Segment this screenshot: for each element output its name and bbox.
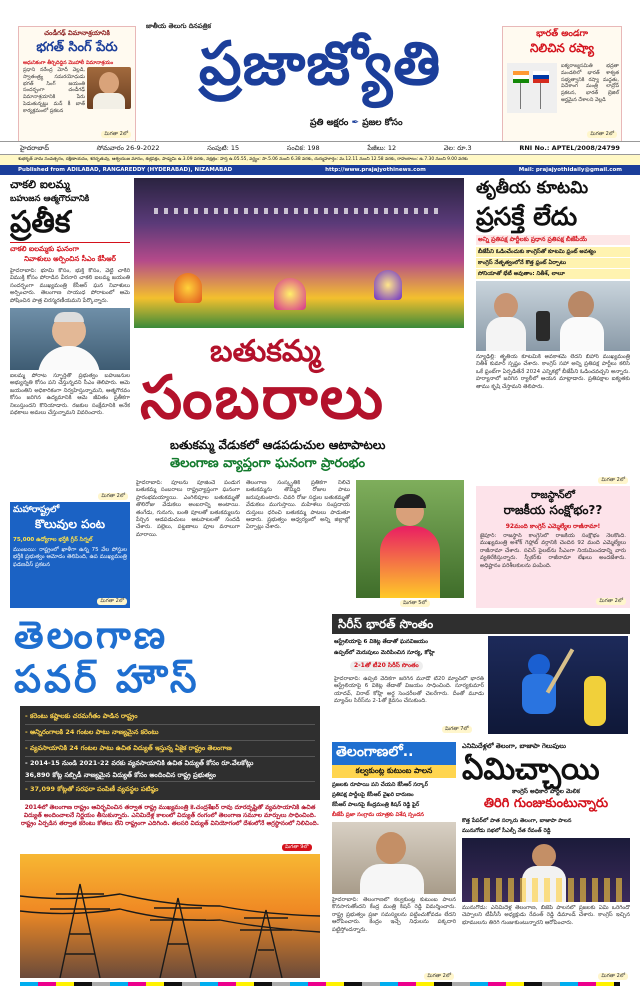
- india-flag-icon: [513, 71, 529, 83]
- motto-right: ప్రజల కోసం: [362, 118, 403, 128]
- center-col-2: తెలంగాణ సంస్కృతికి ప్రతీకగా నిలిచే బతుకమ్మను తొమ్మిది రోజుల పాటు జరుపుకుంటారు. చివరి రోజు సద్దుల బతుకమ్మతో వేడుకలు ముగుస్తాయి. మహిళలు సంప్రదాయ దుస్తులు ధరించి బతుకమ్మ పాటలు పాడుతూ ఆడారు. ప్రభుత్వం ఆధ్వర్యంలో అన్ని జిల్లాల్లో ఏర్పాట్లు చేశారు.: [246, 480, 350, 531]
- ilamma-kicker1: చాకలి ఐలమ్మ: [10, 178, 70, 191]
- cricket-body: హైదరాబాద్: ఉప్పల్ వేదికగా జరిగిన మూడో టీ20 మ్యాచ్‌లో భారత్ ఆస్ట్రేలియాపై 6 వికెట్ల తేడాతో విజయం సాధించింది. సూర్యకుమార్ యాదవ్, విరాట్ కోహ్లి అర్ధ సెంచరీలతో చెలరేగారు. దీంతో మూడు మ్యాచ్‌ల సిరీస్‌ను 2-1తో కైవసం చేసుకుంది.: [334, 676, 484, 705]
- kcr-rule-sub: కల్వకుంట్ల కుటుంబ పాలన: [332, 765, 456, 778]
- ilamma-body1: హైదరాబాద్: భూమి కోసం, భుక్తి కోసం, వెట్టి చాకిరి విముక్తి కోసం పోరాడిన వీరనారి చాకలి ఐలమ్మ జయంతి సందర్భంగా ముఖ్యమంత్రి కేసీఆర్ ఘన నివాళులు అర్పించారు. తెలంగాణ సాయుధ పోరాటంలో ఆమె పోషించిన పాత్ర చిరస్మరణీయమని పేర్కొన్నారు.: [10, 268, 130, 304]
- jobs-body: ముంబయి: రాష్ట్రంలో ఖాళీగా ఉన్న 75 వేల పోస్టుల భర్తీకి ప్రభుత్వం ఆమోదం తెలిపింది, ఉప ముఖ్యమంత్రి ఫడణవీస్ ప్రకటన: [13, 547, 127, 568]
- cricket-photo: [488, 636, 628, 734]
- ear-left-sub: ఆధునికంగా తీర్చిదిద్దిన మొహాలీ విమానాశ్రయం: [23, 60, 114, 66]
- story-cricket[interactable]: [332, 614, 630, 738]
- kcr-rule-headline: తెలంగాణలో..: [332, 742, 456, 765]
- dateline-volume: సంపుటి: 15: [207, 144, 240, 152]
- ilamma-body2: ఐలమ్మ పోరాట స్ఫూర్తితో ప్రభుత్వం బహుజనుల అభ్యున్నతి కోసం పని చేస్తున్నదని సీఎం తెలిపారు. ఆమె జయంతిని అధికారికంగా నిర్వహిస్తున్నామని, ఆత్మగౌరవం కోసం జరిగిన ఉద్యమానికి ఆమె జీవితం ప్రతీకగా నిలుస్తుందని కొనియాడారు. రజకుల సంక్షేమానికి అనేక పథకాలు అమలు చేస్తున్నామని వివరించారు.: [10, 373, 130, 417]
- nitish-lalu-photo: [476, 281, 630, 351]
- power-facts: [20, 706, 320, 800]
- rajasthan-credit[interactable]: మిగతా 2లో: [596, 598, 626, 605]
- third-front-bullets: [476, 247, 630, 279]
- story-jobs[interactable]: [10, 502, 130, 608]
- story-ilamma[interactable]: [10, 178, 130, 500]
- kcr-rule-bullet: ప్రతిపక్ష పార్టీలపై కేసీఆర్ వైఖరి దారుణం: [332, 792, 414, 798]
- kcr-rule-bullet: కేసీఆర్ పాలనపై కేంద్రమంత్రి కిషన్ రెడ్డి ఫైర్: [332, 802, 420, 808]
- third-front-bullet: కాంగ్రెస్ నేతృత్వంలోనే కొత్త ఫ్రంట్ ఏర్పాటు: [476, 258, 630, 268]
- rajasthan-headline: రాజకీయ సంక్షోభం??: [503, 503, 603, 517]
- dateline-city: హైదరాబాద్: [20, 144, 49, 152]
- kcr-rule-credit[interactable]: మిగతా 2లో: [424, 973, 454, 980]
- ear-left-body: ప్రధాని నరేంద్ర మోదీ వెల్లడి, స్వాతంత్ర్య సమరయోధుడు భగత్ సింగ్ జయంతి సందర్భంగా చండీగఢ్ విమానాశ్రయానికి పేరు పెడుతున్నట్టు మన్ కీ బాత్ కార్యక్రమంలో ప్రకటన: [23, 67, 85, 114]
- motto-left: ప్రతి అక్షరం: [310, 118, 349, 128]
- transmission-tower-icon: [20, 854, 320, 978]
- ear-left[interactable]: [18, 26, 136, 142]
- third-front-credit[interactable]: మిగతా 2లో: [598, 477, 628, 484]
- kcr-rule-bullet: బీజేపీ ప్రజా సంగ్రామ యాత్రకు విశేష స్పందన: [332, 812, 424, 818]
- ear-left-credit[interactable]: మిగతా 2లో: [101, 131, 131, 138]
- power-fact: 36,890 కోట్ల సబ్సిడీ నాణ్యమైన విద్యుత్ కోసం అందించిన రాష్ట్ర ప్రభుత్వం: [25, 769, 315, 782]
- power-fact: - 37,099 కోట్లతో సరఫరా పంపిణీ వ్యవస్థల పటిష్ఠం: [25, 785, 159, 793]
- russia-flag-icon: [533, 71, 549, 83]
- third-front-headline-2: ప్రసక్తే లేదు: [476, 202, 578, 231]
- center-headline-2: సంబరాలు: [140, 363, 386, 433]
- center-col-1: హైదరాబాద్: పూలను పూజించే పండుగ బతుకమ్మ సంబరాలు రాష్ట్రవ్యాప్తంగా ఘనంగా ప్రారంభమయ్యాయి. ఎంగిలిపూల బతుకమ్మతో తొలిరోజు వేడుకలు అంబరాన్ని అంటాయి. తంగేడు, గునుగు, బంతి పూలతో బతుకమ్మలను పేర్చిన ఆడపడుచులు ఆటపాటలతో సందడి చేశారు. పల్లెలు, పట్టణాలు పూల వనాలుగా మారాయి.: [136, 480, 240, 538]
- third-front-headline-1: తృతీయ కూటమి: [476, 178, 589, 198]
- ilamma-kicker2: బహుజన ఆత్మగౌరవానికి: [10, 194, 90, 204]
- story-third-front[interactable]: [476, 178, 630, 484]
- kishan-reddy-photo: [332, 822, 456, 894]
- ear-right-body: ఐక్యరాజ్యసమితి భద్రతా మండలిలో భారత్ శాశ్వత సభ్యత్వానికి రష్యా మద్దతు, విదేశాంగ మంత్రి లావ్రోవ్ ప్రకటన, భారత్ బ్రెజిల్ అర్హమైన దేశాలని వెల్లడి: [561, 63, 619, 103]
- power-fact: - వ్యవసాయానికి 24 గంటల పాటు ఉచిత విద్యుత్ ఇస్తున్న ఏకైక రాష్ట్రం తెలంగాణ: [25, 741, 315, 757]
- what-headline: ఏమిచ్చాయి: [462, 752, 600, 787]
- story-kcr-rule[interactable]: [332, 742, 456, 980]
- story-what-happened[interactable]: [462, 742, 630, 980]
- third-front-banner: అన్ని ప్రతిపక్ష పార్టీలకు ప్రధాన ప్రతిపక్ష బీజేపీయే: [476, 235, 630, 245]
- jobs-sub: 75,000 ఉద్యోగాల భర్తీకి గ్రీన్ సిగ్నల్: [13, 537, 93, 543]
- kavitha-photo: [356, 480, 464, 598]
- power-line-2: పవర్ హౌస్: [14, 657, 200, 701]
- what-body: మునుగోడు: ఎనిమిదేళ్ల తెలంగాణ, బీజేపీ పాలనలో ప్రజలకు ఏమి ఒరిగిందో చెప్పాలని టీపీసీసీ అధ్యక్షుడు రేవంత్ రెడ్డి డిమాండ్ చేశారు. కాంగ్రెస్ ఇచ్చిన భూములను తిరిగి గుంజుకుంటున్నారని ఆరోపించారు.: [462, 905, 630, 926]
- center-sub-2: తెలంగాణ వ్యాప్తంగా ఘనంగా ప్రారంభం: [170, 456, 366, 471]
- rajasthan-body: జైపూర్: రాజస్థాన్ కాంగ్రెస్‌లో రాజకీయ సంక్షోభం నెలకొంది. ముఖ్యమంత్రి అశోక్ గెహ్లాట్ వర్గానికి చెందిన 92 మంది ఎమ్మెల్యేలు రాజీనామా చేశారు. సచిన్ పైలట్‌ను సీఎంగా నియమించడాన్ని వారు వ్యతిరేకిస్తున్నారు. స్పీకర్‌కు రాజీనామా లేఖలు అందజేశారు. అధిష్టానం పరిశీలకులను పంపింది.: [480, 533, 626, 569]
- kcr-photo: [10, 308, 130, 370]
- center-credit[interactable]: మిగతా 5లో: [400, 600, 430, 607]
- masthead-title: ప్రజాజ్యోతి: [198, 29, 442, 99]
- what-bullet: కొత్త పేపర్‌లో పాత సర్కారు తెలంగా, బాజాపా పాలన: [462, 818, 572, 824]
- cricket-badge: 2-1తో టీ20 సిరీస్ సొంతం: [350, 661, 423, 671]
- dateline-issue: సంచిక: 198: [286, 144, 320, 152]
- flags-photo: [507, 63, 557, 113]
- power-line-1: తెలంగాణ: [14, 613, 169, 657]
- cricket-bullet: ఆస్ట్రేలియాపై 6 వికెట్ల తేడాతో ఘనవిజయం: [334, 639, 428, 645]
- what-bullet: మునుగోడు సభలో సీఎల్పీ నేత రేవంత్ రెడ్డి: [462, 828, 551, 834]
- story-rajasthan[interactable]: [476, 486, 630, 608]
- ear-right[interactable]: [502, 26, 622, 142]
- dateline-price: వెల: రూ.3: [443, 144, 472, 152]
- dateline-rni: RNI No.: APTEL/2008/24799: [519, 144, 620, 152]
- dateline-pages: పేజీలు: 12: [367, 144, 397, 152]
- third-front-body: న్యూఢిల్లీ: తృతీయ కూటమికి అవకాశమే లేదని బీహార్ ముఖ్యమంత్రి నితీశ్ కుమార్ స్పష్టం చేశారు. కాంగ్రెస్ సహా అన్ని ప్రతిపక్ష పార్టీలు కలిసి ఒకే ఫ్రంట్‌గా ఏర్పడితేనే 2024 ఎన్నికల్లో బీజేపీని ఓడించవచ్చని అన్నారు. హర్యానాలో జరిగిన ర్యాలీలో ఆయన మాట్లాడారు. ప్రతిపక్షాల ఐక్యతకు తాము కృషి చేస్తామని తెలిపారు.: [476, 354, 630, 390]
- power-panel[interactable]: [10, 612, 328, 980]
- cricket-credit[interactable]: మిగతా 7లో: [442, 726, 472, 733]
- masthead-tagline: జాతీయ తెలుగు దినపత్రిక: [146, 22, 211, 30]
- what-sub2: తిరిగి గుంజుకుంటున్నారు: [483, 796, 609, 811]
- ear-right-title: భారత్ అండగా: [536, 29, 588, 39]
- mail-contact[interactable]: Mail: prajajyothidaily@gmail.com: [518, 167, 622, 173]
- ear-right-headline: నిలిచిన రష్యా: [530, 41, 594, 55]
- ilamma-headline: ప్రతీక: [10, 205, 71, 240]
- dateline-date: సోమవారం 26-9-2022: [96, 144, 160, 152]
- almanac-bar: శుభకృత్ నామ సంవత్సరం, దక్షిణాయనం, శరదృతువు, ఆశ్వయుజ మాసం, శుక్లపక్షం, పాడ్యమి ఉ.3.09 వరకు, నక్షత్రం: హస్త ఉ.05.55, వర్జ్యం: సా.5.06 నుంచి 6.38 వరకు, దుర్ముహూర్తం: మ.12.11 నుంచి 12.58 వరకు, రాహుకాలం: ఉ.7.30 నుంచి 9.00 వరకు: [0, 155, 640, 165]
- revanth-photo: [462, 838, 630, 902]
- power-fact: - కరెంటు కష్టాలకు చరమగీతం పాడిన రాష్ట్రం: [25, 709, 315, 725]
- what-credit[interactable]: మిగతా 2లో: [598, 973, 628, 980]
- center-sub-1: బతుకమ్మ వేడుకలో ఆడపడుచుల ఆటాపాటలు: [170, 438, 386, 452]
- what-kicker: ఎనిమిదేళ్లలో తెలంగా, బాజాపా గెలుపులు: [462, 742, 566, 750]
- pen-icon: ✒: [351, 118, 360, 128]
- cricket-headline: సిరీస్ భారత్ సొంతం: [332, 614, 630, 634]
- dateline: [0, 141, 640, 155]
- color-registration-strip: [20, 982, 620, 986]
- jobs-headline: కొలువుల పంట: [34, 517, 106, 531]
- published-from: Published from ADILABAD, RANGAREDDY (HYDERABAD), NIZAMABAD: [18, 167, 233, 173]
- website-link[interactable]: http://www.prajajyothinews.com: [325, 167, 426, 173]
- rajasthan-banner: 92మంది కాంగ్రెస్ ఎమ్మెల్యేల రాజీనామా!: [505, 523, 601, 530]
- power-fact: - అన్నిరంగాలకి 24 గంటల పాటు నాణ్యమైన కరెంటు: [25, 725, 315, 741]
- ear-left-photo: [87, 67, 131, 109]
- what-sub1: కాంగ్రెస్ అధికార పార్టీల మెలిక: [512, 788, 580, 795]
- third-front-bullet: సోనియాతో భేటీ అవుతాం: నితీశ్, లాలూ: [476, 269, 630, 279]
- rajasthan-kicker: రాజస్థాన్‌లో: [531, 490, 575, 501]
- center-headline-1: బతుకమ్మ: [210, 334, 321, 369]
- ilamma-sub1: చాకలి ఐలమ్మకు ఘనంగా: [10, 242, 130, 255]
- kcr-rule-bullet: ప్రజలకు రూపాయి పని చేయని కేసీఆర్ సర్కార్: [332, 782, 428, 788]
- ear-left-headline: భగత్ సింగ్ పేరు: [36, 40, 118, 55]
- power-body: 2014లో తెలంగాణ రాష్ట్రం ఆవిర్భవించిన తర్వాత రాష్ట్ర ముఖ్యమంత్రి కె.చంద్రశేఖర్ రావు దూరదృష్టితో వ్యవసాయానికి ఉచిత విద్యుత్ అందించాలనే నిర్ణయం తీసుకున్నారు. ఎనిమిదేళ్ల కాలంలో విద్యుత్ రంగంలో తెలంగాణ సమూల మార్పులు సాధించింది. రాష్ట్రం ఏర్పడిన తర్వాత కరెంటు కోతలు లేని రాష్ట్రంగా ఎదిగింది. తలసరి విద్యుత్ వినియోగంలో దేశంలోనే అగ్రస్థానంలో నిలిచింది.: [20, 804, 320, 827]
- cricket-bullet: ఉప్పల్‌లో మెరుపులు మెరిపించిన సూర్య, కోహ్లి: [334, 650, 435, 656]
- ilamma-sub2: నివాళులు అర్పించిన సీఎం కేసీఆర్: [24, 255, 116, 263]
- ear-left-title: చండీగఢ్ విమానాశ్రయానికి: [44, 29, 110, 37]
- ilamma-credit[interactable]: మిగతా 2లో: [98, 493, 128, 500]
- power-fact: - 2014-15 నుండి 2021-22 వరకు వ్యవసాయానికి ఉచిత విద్యుత్ కోసం రూ.వేలకోట్లు: [25, 759, 254, 767]
- power-credit[interactable]: మిగతా 9లో: [282, 844, 312, 851]
- publication-bar: [0, 165, 640, 175]
- jobs-credit[interactable]: మిగతా 2లో: [97, 598, 127, 605]
- bathukamma-photo: [134, 178, 464, 328]
- kcr-rule-body: హైదరాబాద్: తెలంగాణలో కల్వకుంట్ల కుటుంబ పాలన కొనసాగుతోందని కేంద్ర మంత్రి కిషన్ రెడ్డి విమర్శించారు. రాష్ట్ర ప్రభుత్వం ప్రజా సమస్యలను పట్టించుకోవడం లేదని ఆరోపించారు. కేంద్రం ఇచ్చే నిధులను పక్కదారి పట్టిస్తోందన్నారు.: [332, 897, 456, 933]
- ear-right-credit[interactable]: మిగతా 2లో: [587, 131, 617, 138]
- third-front-bullet: బీజేపీని ఓడించేందుకు కాంగ్రెస్‌తో కూటమి ఫ్రంట్ అవశ్యం: [476, 247, 630, 257]
- power-towers-photo: [20, 854, 320, 978]
- masthead-motto: [310, 118, 403, 130]
- jobs-kicker: మహారాష్ట్రలో: [13, 505, 60, 515]
